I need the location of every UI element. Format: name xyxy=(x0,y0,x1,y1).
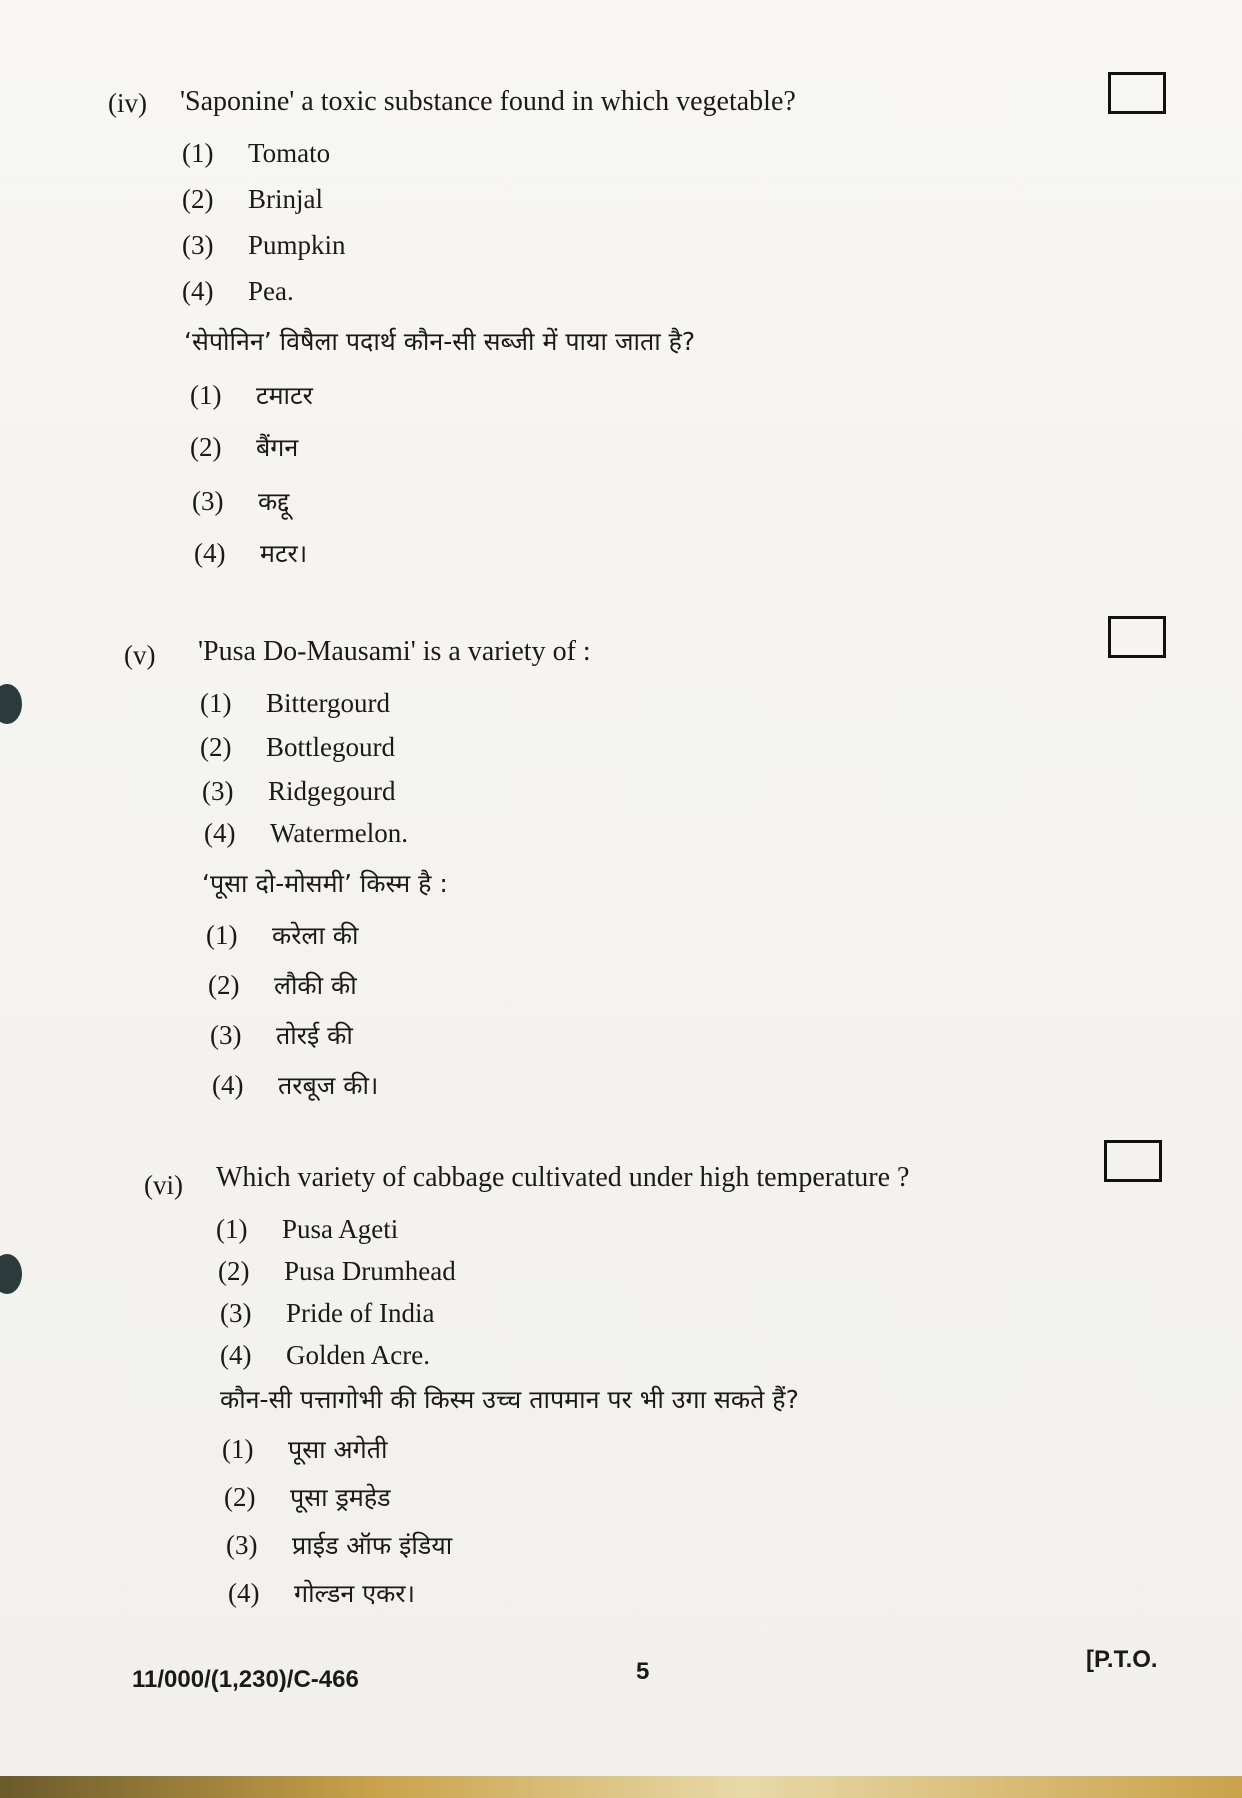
option-hindi: (1) पूसा अगेती xyxy=(222,1434,388,1464)
page-number: 5 xyxy=(636,1658,650,1685)
question-number: (vi) xyxy=(144,1170,183,1200)
question-number: (iv) xyxy=(108,88,147,118)
question-text-english: Which variety of cabbage cultivated under high temperature ? xyxy=(216,1162,910,1193)
option: (4) Watermelon. xyxy=(204,818,409,848)
option-hindi: (3) प्राईड ऑफ इंडिया xyxy=(226,1530,453,1560)
punch-hole-top xyxy=(0,684,22,724)
option-hindi: (2) बैंगन xyxy=(190,432,299,462)
option: (3) Ridgegourd xyxy=(202,776,396,806)
answer-box[interactable] xyxy=(1108,72,1166,114)
option: (1) Bittergourd xyxy=(200,688,390,718)
option-hindi: (4) गोल्डन एकर। xyxy=(228,1578,415,1608)
option: (2) Brinjal xyxy=(182,184,323,214)
option-hindi: (4) मटर। xyxy=(194,538,308,568)
question-text-english: 'Saponine' a toxic substance found in which vegetable? xyxy=(180,86,796,117)
question-text-hindi: ‘सेपोनिन’ विषैला पदार्थ कौन-सी सब्जी में पाया जाता है? xyxy=(184,327,696,356)
answer-box[interactable] xyxy=(1108,616,1166,658)
option: (4) Golden Acre. xyxy=(220,1340,430,1370)
punch-hole-bottom xyxy=(0,1254,22,1294)
page-bottom-edge xyxy=(0,1776,1242,1798)
paper-code: 11/000/(1,230)/C-466 xyxy=(132,1666,359,1693)
option: (1) Tomato xyxy=(182,138,331,168)
option: (3) Pride of India xyxy=(220,1298,435,1328)
option-hindi: (1) टमाटर xyxy=(190,380,313,410)
question-text-english: 'Pusa Do-Mausami' is a variety of : xyxy=(198,636,591,667)
option-hindi: (3) तोरई की xyxy=(210,1020,353,1050)
pto-label: [P.T.O. xyxy=(1086,1646,1158,1673)
option-hindi: (2) लौकी की xyxy=(208,970,357,1000)
question-number: (v) xyxy=(124,640,156,670)
question-text-hindi: कौन-सी पत्तागोभी की किस्म उच्च तापमान पर भी उगा सकते हैं? xyxy=(220,1385,799,1414)
option: (1) Pusa Ageti xyxy=(216,1214,399,1244)
option: (4) Pea. xyxy=(182,276,294,306)
option-hindi: (3) कद्दू xyxy=(192,486,290,516)
question-text-hindi: ‘पूसा दो-मोसमी’ किस्म है : xyxy=(202,869,448,898)
option: (3) Pumpkin xyxy=(182,230,346,260)
option: (2) Bottlegourd xyxy=(200,732,395,762)
option-hindi: (4) तरबूज की। xyxy=(212,1070,379,1100)
option-hindi: (1) करेला की xyxy=(206,920,359,950)
option: (2) Pusa Drumhead xyxy=(218,1256,456,1286)
option-hindi: (2) पूसा ड्रमहेड xyxy=(224,1482,391,1512)
answer-box[interactable] xyxy=(1104,1140,1162,1182)
